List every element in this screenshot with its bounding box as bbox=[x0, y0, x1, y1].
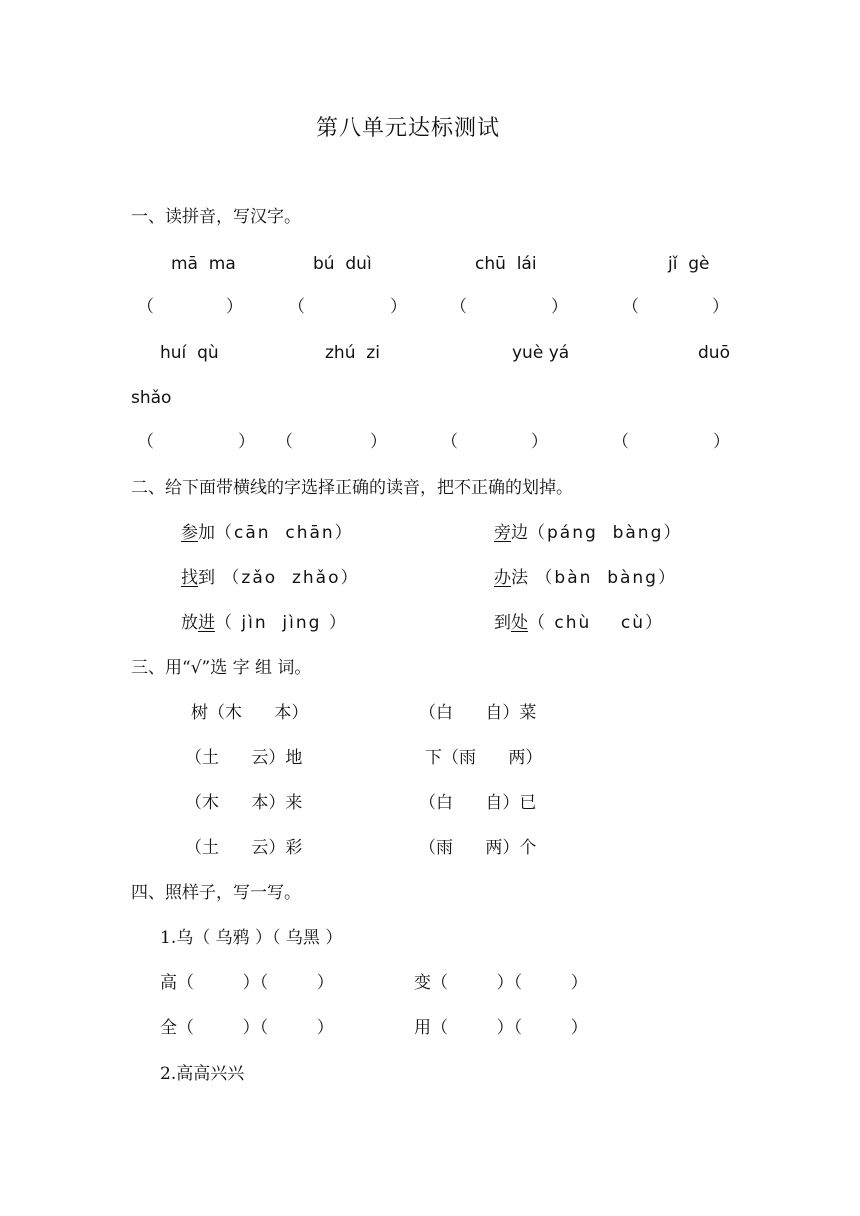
word-item: 放进（ jìn jìng ） bbox=[181, 613, 348, 633]
example-2: 2.高高兴兴 bbox=[160, 1064, 245, 1084]
pinyin-item: jǐ gè bbox=[668, 254, 710, 274]
answer-blank-close: ） bbox=[531, 432, 548, 452]
word-item: 参加（cān chān） bbox=[181, 523, 354, 543]
answer-blank-close: ） bbox=[712, 297, 729, 317]
underlined-char: 办 bbox=[494, 568, 511, 588]
section-1-heading: 一、读拼音，写汉字。 bbox=[131, 207, 301, 227]
pinyin-choices: （zǎo zhǎo） bbox=[215, 568, 360, 588]
answer-blank-open: （ bbox=[137, 432, 154, 452]
section-3-heading: 三、用“√”选 字 组 词。 bbox=[131, 658, 312, 678]
pinyin-choices: （ chù cù） bbox=[528, 613, 665, 633]
pinyin-item: bú duì bbox=[313, 254, 372, 274]
choice-item: （雨 两）个 bbox=[419, 838, 537, 858]
answer-blank-close: ） bbox=[713, 432, 730, 452]
underlined-char: 处 bbox=[511, 613, 528, 633]
pinyin-item: huí qù bbox=[160, 343, 219, 363]
underlined-char: 进 bbox=[198, 613, 215, 633]
choice-item: 树（木 本） bbox=[191, 703, 309, 723]
answer-blank-close: ） bbox=[390, 297, 407, 317]
pinyin-item: zhú zi bbox=[325, 343, 380, 363]
pinyin-choices: （cān chān） bbox=[215, 523, 354, 543]
answer-blank-open: （ bbox=[441, 432, 458, 452]
word-item: 到处（ chù cù） bbox=[494, 613, 665, 633]
pinyin-choices: （bàn bàng） bbox=[528, 568, 677, 588]
pinyin-choices: （páng bàng） bbox=[528, 523, 683, 543]
underlined-char: 参 bbox=[181, 523, 198, 543]
fill-row: 用（ ）（ ） bbox=[414, 1018, 588, 1038]
underlined-char: 找 bbox=[181, 568, 198, 588]
pinyin-item: yuè yá bbox=[512, 343, 570, 363]
answer-blank-close: ） bbox=[238, 432, 255, 452]
choice-item: （白 自）菜 bbox=[419, 703, 537, 723]
answer-blank-open: （ bbox=[450, 297, 467, 317]
answer-blank-close: ） bbox=[226, 297, 243, 317]
choice-item: （白 自）已 bbox=[419, 793, 537, 813]
word-item: 找到 （zǎo zhǎo） bbox=[181, 568, 360, 588]
word-item: 旁边（páng bàng） bbox=[494, 523, 683, 543]
answer-blank-open: （ bbox=[288, 297, 305, 317]
section-4-heading: 四、照样子，写一写。 bbox=[131, 883, 301, 903]
fill-row: 全（ ）（ ） bbox=[160, 1018, 334, 1038]
pinyin-item: chū lái bbox=[475, 254, 537, 274]
answer-blank-open: （ bbox=[612, 432, 629, 452]
choice-item: （木 本）来 bbox=[185, 793, 303, 813]
pinyin-item: duō bbox=[698, 343, 730, 363]
choice-item: （土 云）彩 bbox=[185, 838, 303, 858]
page-title: 第八单元达标测试 bbox=[316, 116, 501, 141]
answer-blank-open: （ bbox=[622, 297, 639, 317]
answer-blank-close: ） bbox=[370, 432, 387, 452]
pinyin-choices: （ jìn jìng ） bbox=[215, 613, 348, 633]
fill-row: 高（ ）（ ） bbox=[160, 973, 334, 993]
word-item: 办法 （bàn bàng） bbox=[494, 568, 677, 588]
answer-blank-open: （ bbox=[276, 432, 293, 452]
choice-item: （土 云）地 bbox=[185, 748, 303, 768]
underlined-char: 旁 bbox=[494, 523, 511, 543]
choice-item: 下（雨 两） bbox=[425, 748, 543, 768]
pinyin-item-wrapped: shǎo bbox=[131, 388, 172, 408]
answer-blank-open: （ bbox=[137, 297, 154, 317]
pinyin-item: mā ma bbox=[171, 254, 236, 274]
answer-blank-close: ） bbox=[551, 297, 568, 317]
section-2-heading: 二、给下面带横线的字选择正确的读音，把不正确的划掉。 bbox=[131, 478, 573, 498]
example-1: 1.乌（ 乌鸦 ）（ 乌黑 ） bbox=[160, 928, 343, 948]
fill-row: 变（ ）（ ） bbox=[414, 973, 588, 993]
